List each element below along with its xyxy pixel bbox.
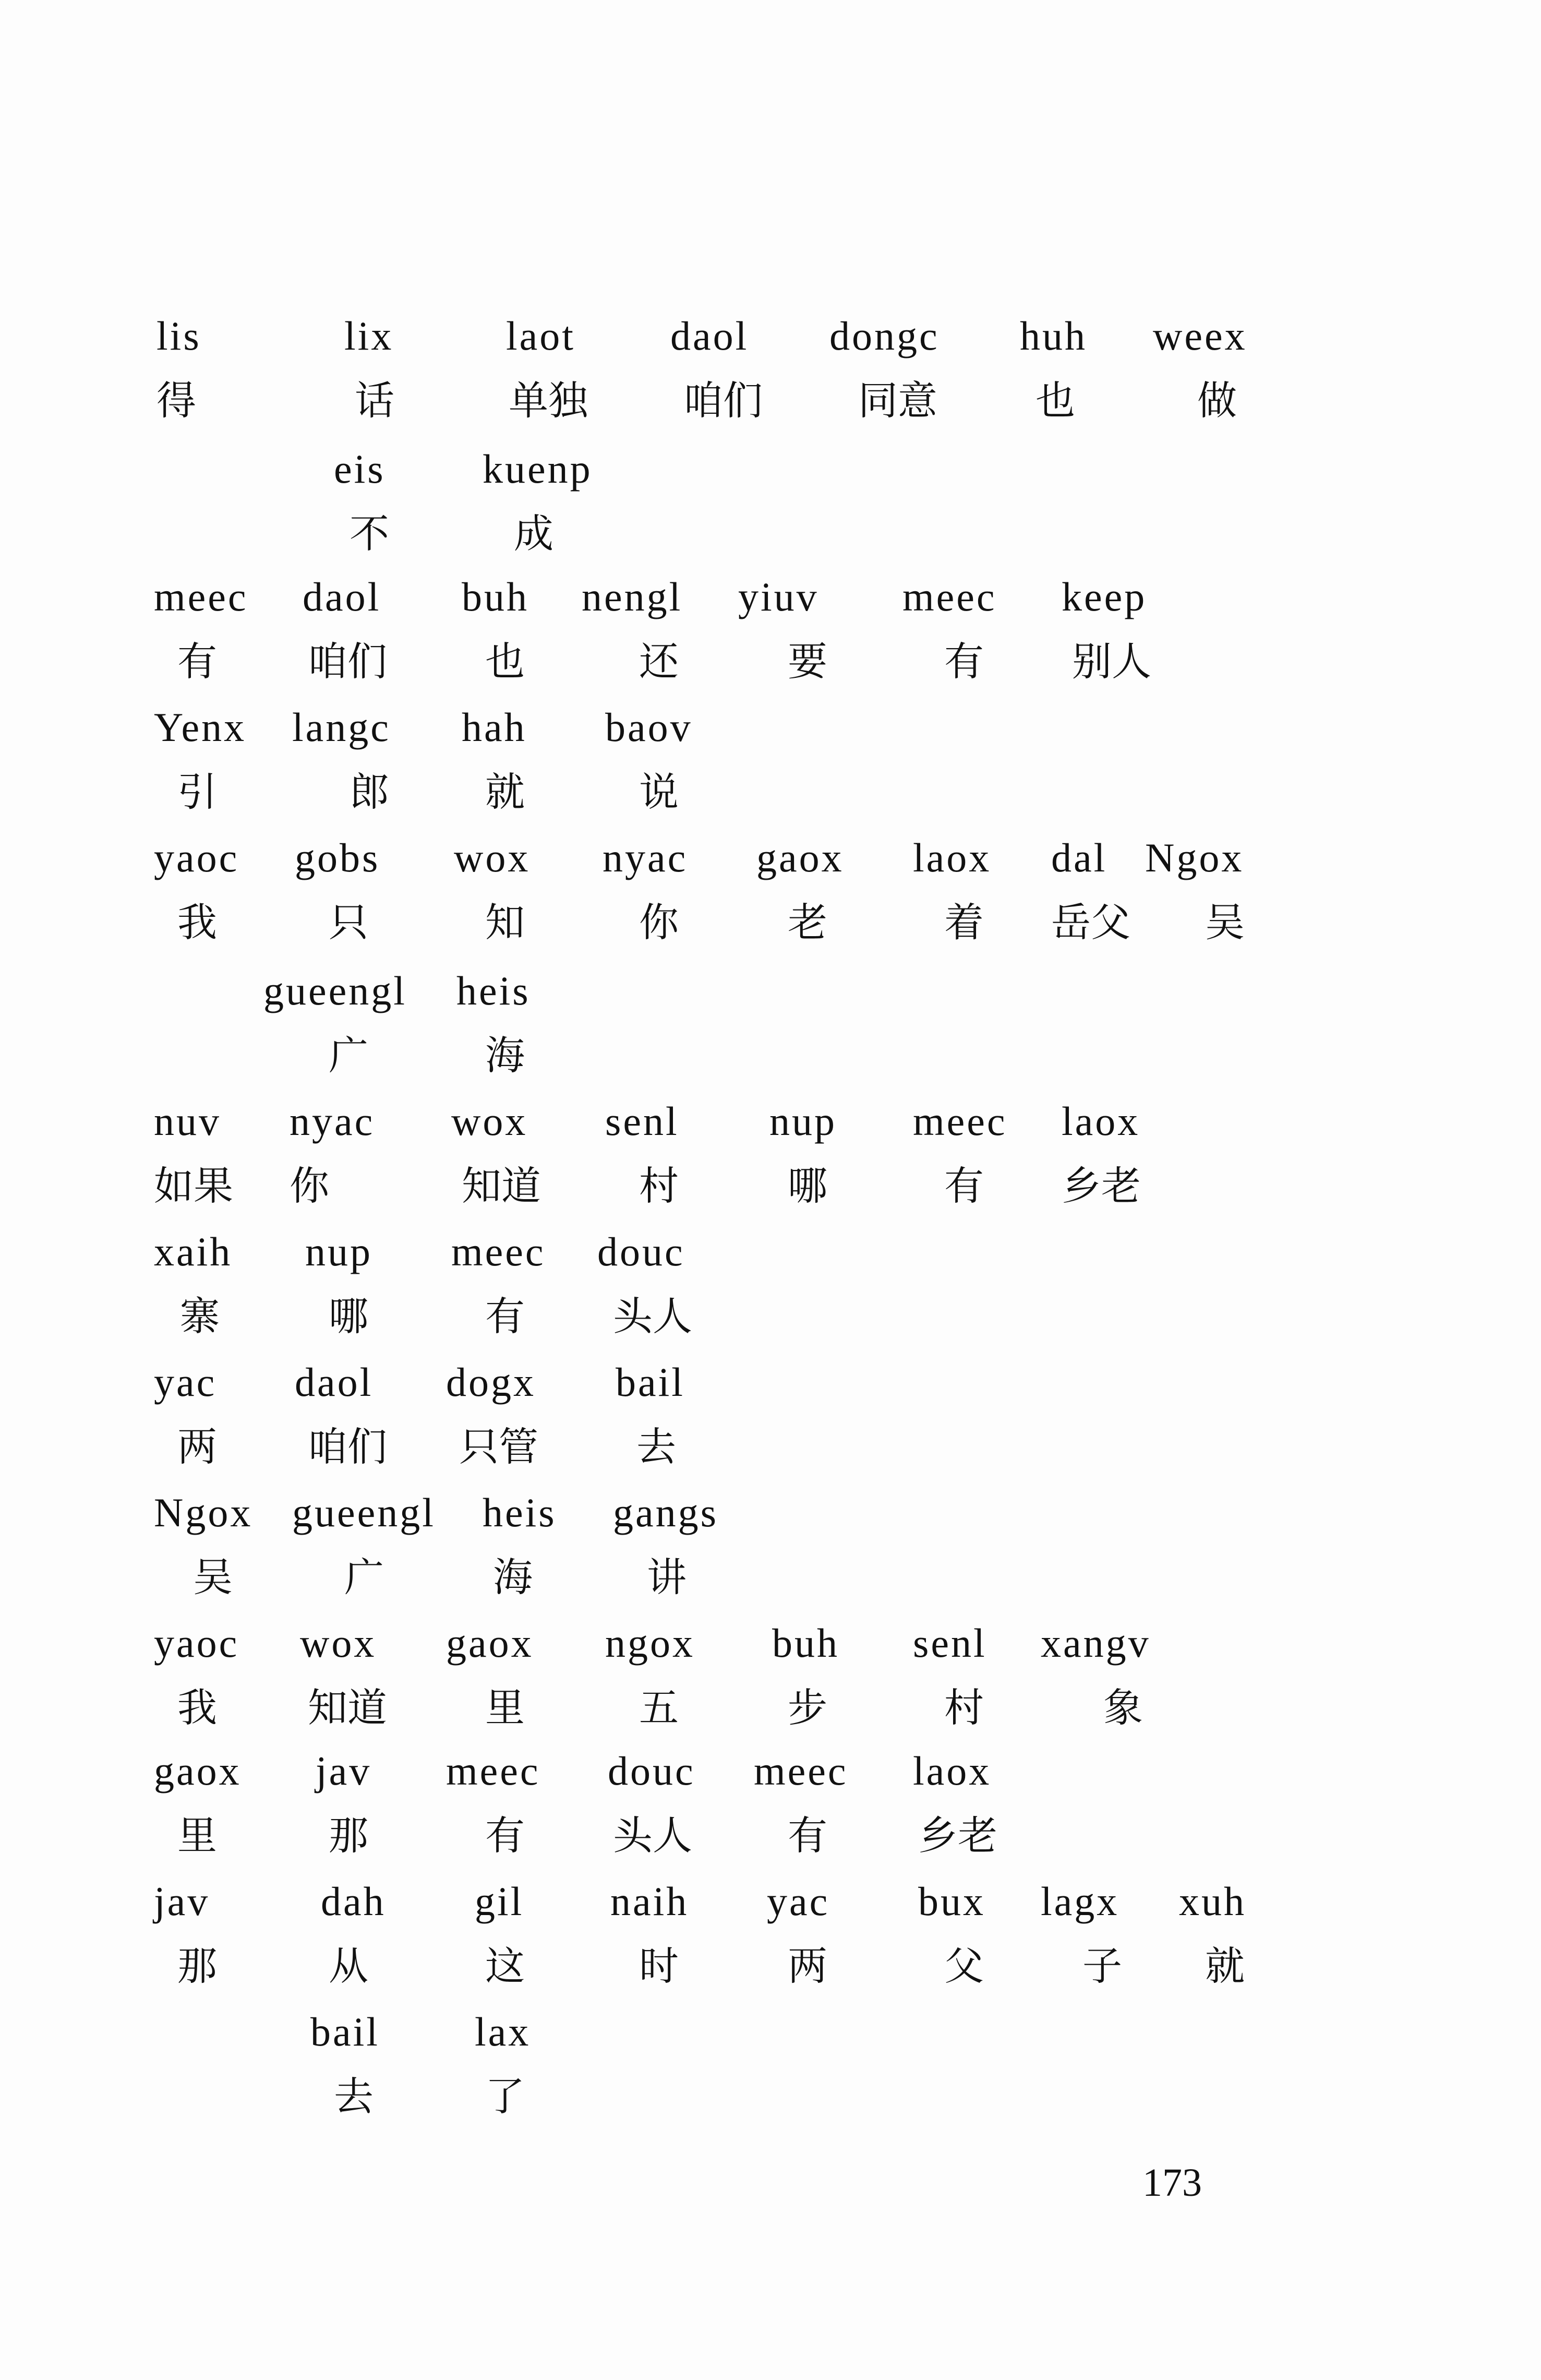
romanized-word: meec [902,574,997,619]
romanized-word: nyac [603,835,688,880]
chinese-gloss: 头人 [613,1293,692,1340]
chinese-gloss: 里 [177,1812,217,1859]
romanized-word: nup [769,1098,837,1144]
romanized-word: yaoc [154,835,239,880]
romanized-word: yac [154,1359,217,1405]
romanized-word: jav [316,1748,372,1793]
romanized-word: heis [483,1490,557,1535]
romanized-word: xuh [1179,1879,1246,1924]
romanized-word: nyac [290,1098,375,1144]
romanized-word: bail [310,2009,380,2054]
romanized-word: laox [1062,1098,1140,1144]
chinese-gloss: 你 [639,899,679,946]
romanized-word: meec [913,1098,1007,1144]
romanized-word: senl [605,1098,679,1144]
chinese-gloss: 从 [329,1943,368,1989]
chinese-gloss: 有 [485,1812,525,1859]
chinese-gloss: 象 [1103,1684,1143,1731]
chinese-gloss: 子 [1082,1943,1122,1989]
romanized-word: Ngox [154,1490,253,1535]
romanized-word: douc [608,1748,695,1793]
romanized-word: gaox [446,1620,534,1666]
chinese-gloss: 头人 [613,1812,692,1859]
romanized-word: meec [451,1229,546,1274]
romanized-word: dal [1051,835,1107,880]
romanized-word: wox [451,1098,528,1144]
romanized-word: lax [475,2009,531,2054]
chinese-gloss: 你 [290,1163,329,1209]
chinese-gloss: 岳父 [1051,899,1130,946]
chinese-gloss: 海 [493,1554,533,1600]
romanized-word: yaoc [154,1620,239,1666]
romanized-word: baov [605,704,693,750]
chinese-gloss: 步 [788,1684,827,1731]
chinese-gloss: 我 [177,1684,217,1731]
chinese-gloss: 五 [639,1684,679,1731]
romanized-word: wox [454,835,531,880]
romanized-word: heis [456,968,531,1013]
romanized-word: jav [154,1879,210,1924]
chinese-gloss: 咱们 [308,1424,387,1470]
romanized-word: dongc [829,313,940,358]
chinese-gloss: 不 [350,510,389,557]
chinese-gloss: 知 [485,899,525,946]
chinese-gloss: 去 [636,1424,676,1470]
romanized-word: meec [446,1748,540,1793]
chinese-gloss: 广 [329,1032,368,1079]
chinese-gloss: 还 [639,638,679,685]
romanized-word: senl [913,1620,987,1666]
chinese-gloss: 吴 [193,1554,233,1600]
chinese-gloss: 有 [944,1163,984,1209]
chinese-gloss: 说 [639,769,679,815]
chinese-gloss: 父 [944,1943,984,1989]
romanized-word: hah [462,704,527,750]
romanized-word: meec [754,1748,848,1793]
romanized-word: lix [344,313,394,358]
romanized-word: nengl [582,574,683,619]
romanized-word: huh [1020,313,1087,358]
romanized-word: lis [156,313,201,358]
romanized-word: yac [767,1879,830,1924]
chinese-gloss: 老 [788,899,827,946]
chinese-gloss: 如果 [154,1163,233,1209]
romanized-word: daol [670,313,749,358]
chinese-gloss: 知道 [462,1163,541,1209]
page-number: 173 [1142,2161,1202,2205]
romanized-word: Ngox [1145,835,1244,880]
chinese-gloss: 我 [177,899,217,946]
chinese-gloss: 了 [485,2073,525,2120]
romanized-word: Yenx [154,704,247,750]
romanized-word: douc [597,1229,685,1274]
chinese-gloss: 有 [177,638,217,685]
romanized-word: weex [1153,313,1247,358]
romanized-word: gaox [154,1748,242,1793]
romanized-word: kuenp [483,446,593,492]
chinese-gloss: 那 [177,1943,217,1989]
chinese-gloss: 两 [177,1424,217,1470]
chinese-gloss: 有 [944,638,984,685]
chinese-gloss: 乡老 [1062,1163,1141,1209]
chinese-gloss: 要 [788,638,827,685]
romanized-word: bux [918,1879,985,1924]
romanized-word: nuv [154,1098,221,1144]
chinese-gloss: 里 [485,1684,525,1731]
chinese-gloss: 别人 [1072,638,1151,685]
chinese-gloss: 也 [485,638,525,685]
romanized-word: gil [475,1879,524,1924]
chinese-gloss: 只管 [459,1424,538,1470]
chinese-gloss: 就 [1205,1943,1245,1989]
romanized-word: laox [913,1748,992,1793]
chinese-gloss: 吴 [1205,899,1245,946]
romanized-word: bail [616,1359,685,1405]
romanized-word: keep [1062,574,1147,619]
romanized-word: dogx [446,1359,536,1405]
chinese-gloss: 就 [485,769,525,815]
romanized-word: laot [506,313,575,358]
chinese-gloss: 郎 [350,769,389,815]
romanized-word: xangv [1041,1620,1151,1666]
chinese-gloss: 知道 [308,1684,387,1731]
chinese-gloss: 村 [639,1163,679,1209]
chinese-gloss: 这 [485,1943,525,1989]
chinese-gloss: 做 [1197,377,1237,424]
romanized-word: daol [303,574,381,619]
romanized-word: eis [334,446,386,492]
chinese-gloss: 有 [788,1812,827,1859]
chinese-gloss: 哪 [788,1163,827,1209]
romanized-word: meec [154,574,248,619]
chinese-gloss: 引 [177,769,217,815]
chinese-gloss: 得 [156,377,196,424]
romanized-word: ngox [605,1620,695,1666]
chinese-gloss: 着 [944,899,984,946]
romanized-word: yiuv [738,574,819,619]
romanized-word: lagx [1041,1879,1119,1924]
chinese-gloss: 有 [485,1293,525,1340]
romanized-word: gueengl [292,1490,436,1535]
chinese-gloss: 寨 [180,1293,220,1340]
chinese-gloss: 乡老 [918,1812,997,1859]
romanized-word: laox [913,835,992,880]
romanized-word: wox [300,1620,377,1666]
chinese-gloss: 也 [1036,377,1075,424]
chinese-gloss: 成 [514,510,553,557]
chinese-gloss: 村 [944,1684,984,1731]
romanized-word: xaih [154,1229,233,1274]
romanized-word: nup [305,1229,372,1274]
chinese-gloss: 咱们 [683,377,763,424]
romanized-word: gueengl [263,968,407,1013]
chinese-gloss: 只 [329,899,368,946]
romanized-word: gangs [613,1490,718,1535]
chinese-gloss: 时 [639,1943,679,1989]
romanized-word: dah [321,1879,386,1924]
romanized-word: gaox [756,835,844,880]
chinese-gloss: 咱们 [308,638,387,685]
romanized-word: gobs [295,835,380,880]
chinese-gloss: 话 [355,377,394,424]
chinese-gloss: 那 [329,1812,368,1859]
romanized-word: buh [462,574,529,619]
romanized-word: naih [610,1879,689,1924]
chinese-gloss: 去 [334,2073,374,2120]
romanized-word: daol [295,1359,374,1405]
chinese-gloss: 海 [485,1032,525,1079]
chinese-gloss: 单独 [509,377,588,424]
chinese-gloss: 哪 [329,1293,368,1340]
romanized-word: buh [772,1620,839,1666]
chinese-gloss: 两 [788,1943,827,1989]
romanized-word: langc [292,704,391,750]
chinese-gloss: 讲 [647,1554,687,1600]
chinese-gloss: 同意 [858,377,937,424]
chinese-gloss: 广 [344,1554,384,1600]
